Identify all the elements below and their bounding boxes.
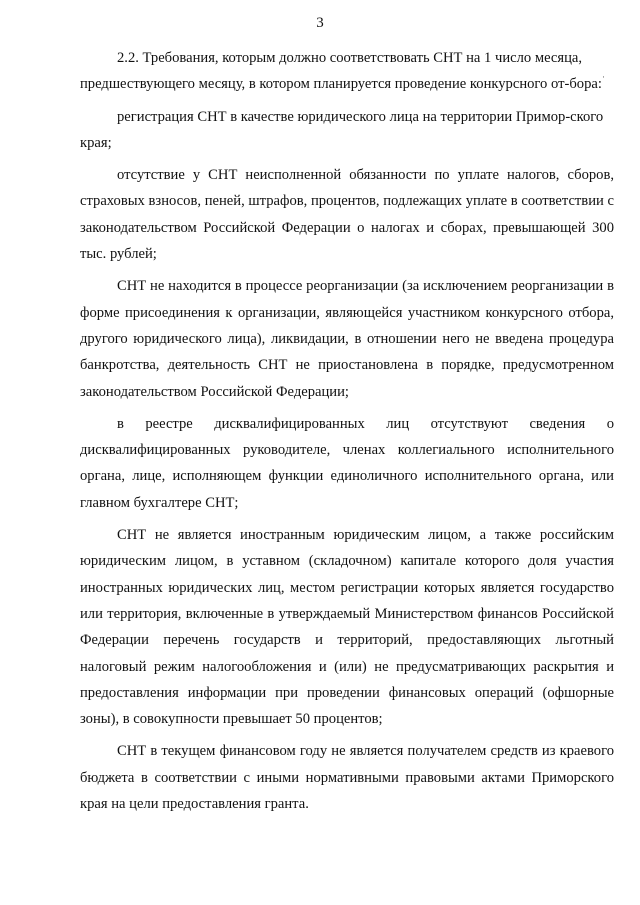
document-body: [80, 45, 614, 817]
paragraph-disqualified-persons: в реестре дисквалифицированных лиц отсутствуют сведения о дисквалифицированных руководителе, членах коллегиального исполнительного органа, лице, исполняющем функции единоличного исполнительного органа, или главном бухгалтере СНТ;: [80, 415, 614, 511]
page-number: 3: [316, 15, 324, 31]
paragraph-registration: регистрация СНТ в качестве юридического лица на территории Примор-ского края;: [80, 108, 604, 151]
paragraph-requirements-intro: 2.2. Требования, которым должно соответствовать СНТ на 1 число месяца, предшествующего месяцу, в котором планируется проведение конкурсного от-бора:: [80, 50, 602, 93]
paragraph-reorganization: СНТ не находится в процессе реорганизации (за исключением реорганизации в форме присоединения к организации, являющейся участником конкурсного отбора, другого юридического лица), ликвидации, в отношении него не введена процедура банкротства, деятельность СНТ не приостановлена в порядке, предусмотренном законодательством Российской Федерации;: [80, 278, 614, 400]
paragraph-tax-debt: отсутствие у СНТ неисполненной обязанности по уплате налогов, сборов, страховых взносов, пеней, штрафов, процентов, подлежащих уплате в соответствии с законодательством Российской Федерации о налогах и сборах, превышающей 300 тыс. рублей;: [80, 167, 614, 263]
paragraph-foreign-entity: СНТ не является иностранным юридическим лицом, а также российским юридическим лицом, в уставном (складочном) капитале которого доля участия иностранных юридических лиц, местом регистрации которых является государство или территория, включенные в утверждаемый Министерством финансов Российской Федерации перечень государств и территорий, предоставляющих льготный налоговый режим налогообложения и (или) не предусматривающих раскрытия и предоставления информации при проведении финансовых операций (офшорные зоны), в совокупности превышает 50 процентов;: [80, 527, 614, 728]
paragraph-budget-funds: СНТ в текущем финансовом году не является получателем средств из краевого бюджета в соответствии с иными нормативными правовыми актами Приморского края на цели предоставления гранта.: [80, 743, 614, 813]
margin-mark: ·: [602, 72, 605, 82]
